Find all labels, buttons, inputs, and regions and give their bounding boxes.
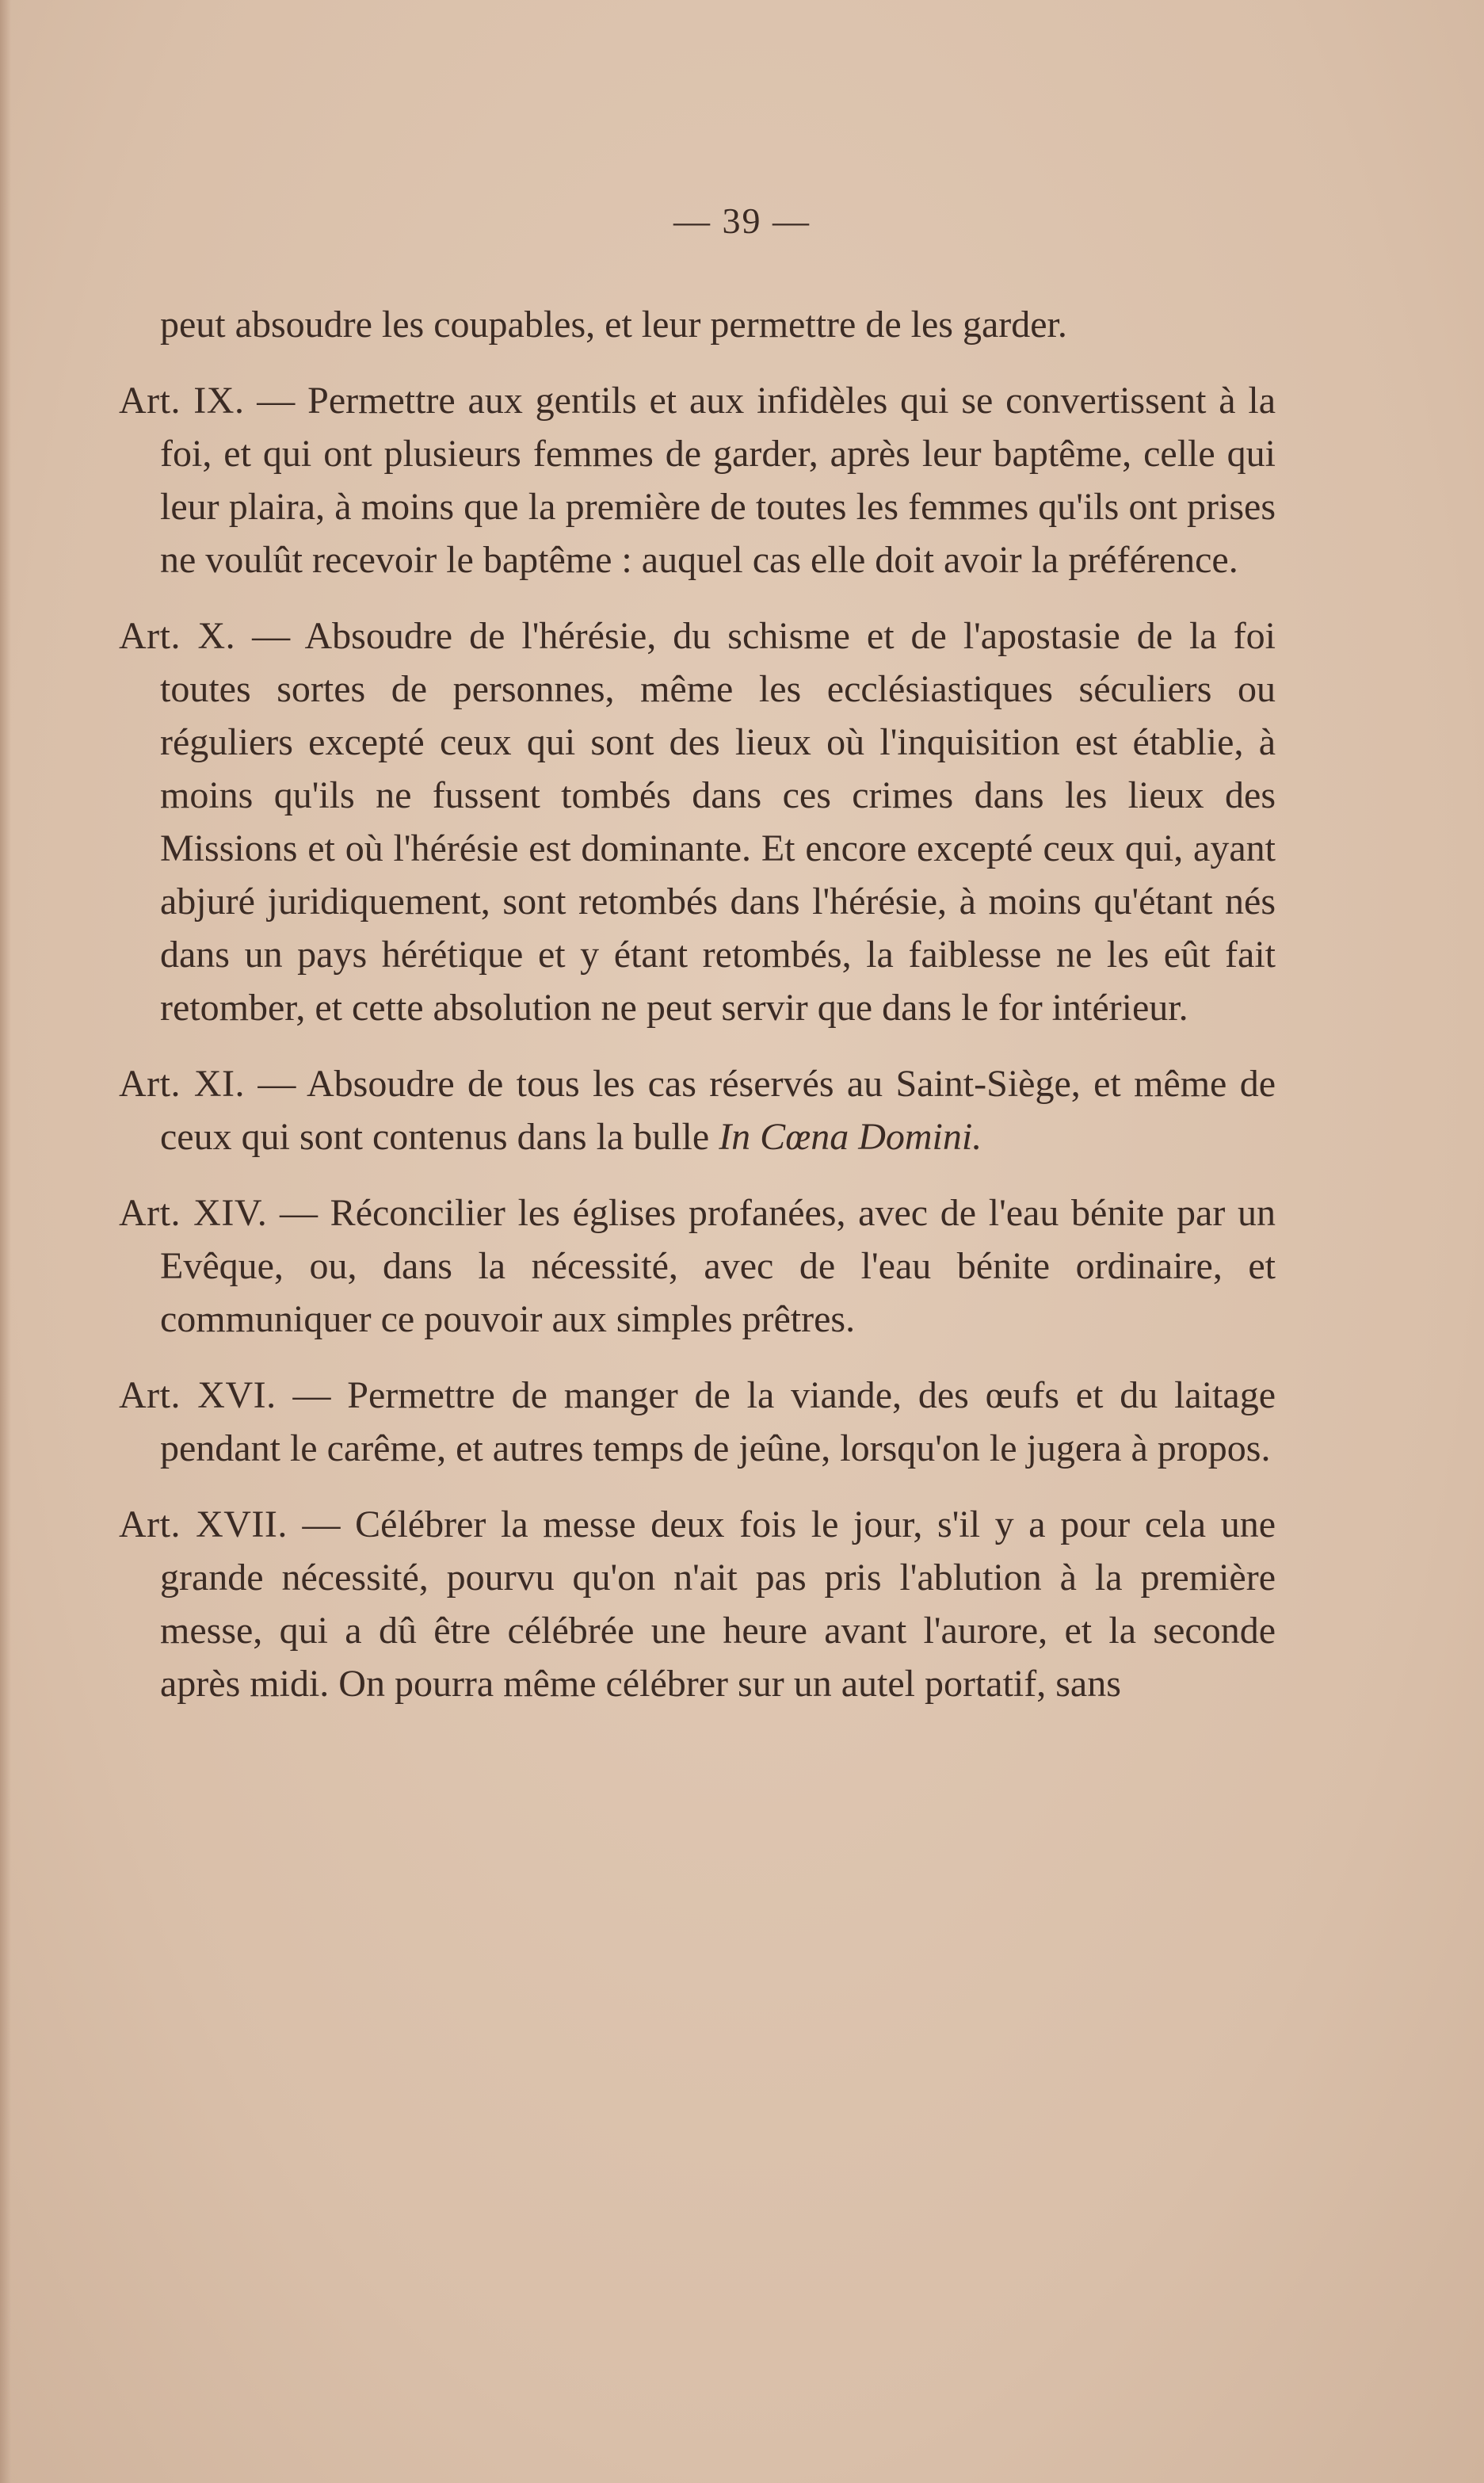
article-ix: [119, 374, 1276, 586]
article-text: — Réconcilier les églises profanées, avec de l'eau bénite par un Evêque, ou, dans la nécessité, avec de l'eau bénite ordinaire, et communiquer ce pouvoir aux simples prêtres.: [160, 1192, 1276, 1340]
article-label: Art. XIV.: [119, 1192, 268, 1234]
article-xvi: [119, 1369, 1276, 1475]
bull-title: In Cœna Domini.: [719, 1116, 982, 1158]
article-text: — Absoudre de l'hérésie, du schisme et de l'apostasie de la foi toutes sortes de personnes, même les ecclésiastiques séculiers ou réguliers excepté ceux qui sont des lieux où l'inquisition est établie, à moins qu'ils ne fussent tombés dans ces crimes dans les lieux des Missions et où l'hérésie est dominante. Et encore excepté ceux qui, ayant abjuré juridiquement, sont retombés dans l'hérésie, à moins qu'étant nés dans un pays hérétique et y étant retombés, la faiblesse ne les eût fait retomber, et cette absolution ne peut servir que dans le for intérieur.: [160, 615, 1276, 1029]
article-xiv: [119, 1186, 1276, 1346]
article-label: Art. XI.: [119, 1063, 245, 1105]
page-number: — 39 —: [673, 201, 811, 241]
body-text: [119, 298, 1276, 1710]
paragraph-continuation: [119, 298, 1276, 351]
article-text: — Célébrer la messe deux fois le jour, s'il y a pour cela une grande nécessité, pourvu qu'on n'ait pas pris l'ablution à la première messe, qui a dû être célébrée une heure avant l'aurore, et la seconde après midi. On pourra même célébrer sur un autel portatif, sans: [160, 1503, 1276, 1705]
page-edge-shadow: [0, 0, 11, 2483]
article-text: — Permettre aux gentils et aux infidèles qui se convertissent à la foi, et qui ont plusieurs femmes de garder, après leur baptême, celle qui leur plaira, à moins que la première de toutes les femmes qu'ils ont prises ne voulût recevoir le baptême : auquel cas elle doit avoir la préférence.: [160, 380, 1276, 581]
article-text: — Absoudre de tous les cas réservés au Saint-Siège, et même de ceux qui sont contenus dans la bulle: [160, 1063, 1276, 1158]
paragraph-text: peut absoudre les coupables, et leur permettre de les garder.: [160, 304, 1067, 346]
article-xi: [119, 1057, 1276, 1163]
article-label: Art. XVI.: [119, 1374, 277, 1416]
article-label: Art. X.: [119, 615, 236, 657]
article-label: Art. XVII.: [119, 1503, 288, 1545]
article-text: — Permettre de manger de la viande, des œufs et du laitage pendant le carême, et autres temps de jeûne, lorsqu'on le jugera à propos.: [160, 1374, 1276, 1469]
article-xvii: [119, 1498, 1276, 1710]
article-x: [119, 609, 1276, 1034]
article-label: Art. IX.: [119, 380, 245, 422]
